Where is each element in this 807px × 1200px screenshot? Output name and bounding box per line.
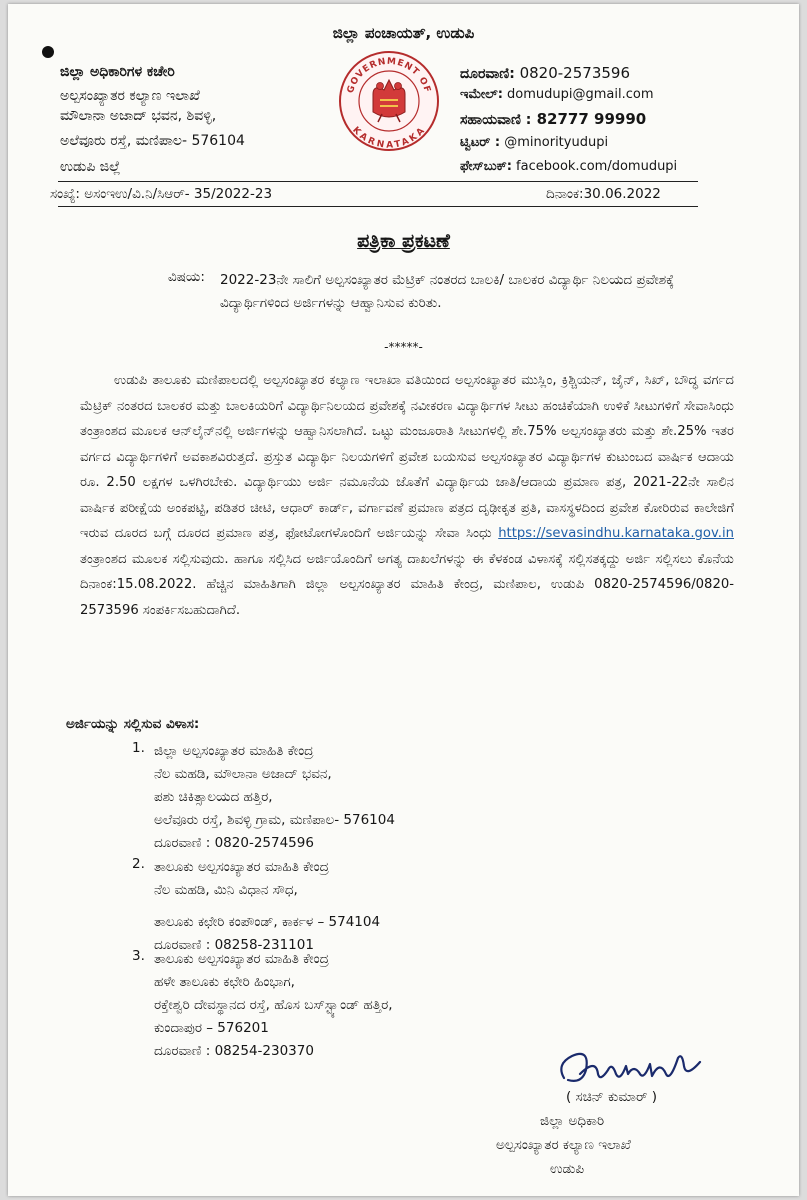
address-line: ಕುಂದಾಪುರ – 576201 <box>154 1020 269 1036</box>
address-line: ನೆಲ ಮಹಡಿ, ಮಿನಿ ವಿಧಾನ ಸೌಧ, <box>154 882 298 898</box>
press-release-title: ಪತ್ರಿಕಾ ಪ್ರಕಟಣೆ <box>357 230 450 252</box>
signature-scribble <box>550 1034 710 1094</box>
reference-divider <box>58 206 698 207</box>
department-name: ಅಲ್ಪಸಂಖ್ಯಾತರ ಕಲ್ಯಾಣ ಇಲಾಖೆ <box>60 88 200 104</box>
addresses-heading: ಅರ್ಜಿಯನ್ನು ಸಲ್ಲಿಸುವ ವಿಳಾಸ: <box>66 716 200 732</box>
government-emblem <box>338 50 440 152</box>
signatory-department: ಅಲ್ಪಸಂಖ್ಯಾತರ ಕಲ್ಯಾಣ ಇಲಾಖೆ <box>496 1137 631 1153</box>
address-3 <box>154 948 393 1063</box>
address-line: ಜಿಲ್ಲಾ ಅಲ್ಪಸಂಖ್ಯಾತರ ಮಾಹಿತಿ ಕೇಂದ್ರ <box>154 743 314 759</box>
address-line: ನೆಲ ಮಹಡಿ, ಮೌಲಾನಾ ಅಜಾದ್ ಭವನ, <box>154 766 332 782</box>
signatory-designation: ಜಿಲ್ಲಾ ಅಧಿಕಾರಿ <box>540 1113 605 1129</box>
address-1 <box>154 740 395 855</box>
body-paragraph: ಉಡುಪಿ ತಾಲೂಕು ಮಣಿಪಾಲದಲ್ಲಿ ಅಲ್ಪಸಂಖ್ಯಾತರ ಕಲ್ಯಾಣ ಇಲಾಖಾ ವತಿಯಿಂದ ಅಲ್ಪಸಂಖ್ಯಾತರ ಮುಸ್ಲಿಂ, ಕ್ರಿಶ್ಚಿಯನ್, ಜೈನ್, ಸಿಖ್, ಬೌದ್ಧ ವರ್ಗದ ಮೆಟ್ರಿಕ್ ನಂತರದ ಬಾಲಕರ ಮತ್ತು ಬಾಲಕಿಯರಿಗೆ ವಿದ್ಯಾರ್ಥಿನಿಲಯದ ಪ್ರವೇಶಕ್ಕೆ ನವೀಕರಣ ವಿದ್ಯಾರ್ಥಿಗಳ ಸೀಟು ಹಂಚಿಕೆಯಾಗಿ ಉಳಿಕೆ ಸೀಟುಗಳಿಗೆ ಸೇವಾಸಿಂಧು ತಂತ್ರಾಂಶದ ಮೂಲಕ ಆನ್‌ಲೈನ್‌ನಲ್ಲಿ ಅರ್ಜಿಗಳನ್ನು ಆಹ್ವಾನಿಸಲಾಗಿದೆ. ಒಟ್ಟು ಮಂಜೂರಾತಿ ಸೀಟುಗಳಲ್ಲಿ ಶೇ.75% ಅಲ್ಪಸಂಖ್ಯಾತರು ಮತ್ತು ಶೇ.25% ಇತರ ವರ್ಗದ ವಿದ್ಯಾರ್ಥಿಗಳಿಗೆ ಅವಕಾಶವಿರುತ್ತದೆ. ಪ್ರಸ್ತುತ ವಿದ್ಯಾರ್ಥಿ ನಿಲಯಗಳಿಗೆ ಪ್ರವೇಶ ಬಯಸುವ ಅಲ್ಪಸಂಖ್ಯಾತರ ವಿದ್ಯಾರ್ಥಿಗಳ ಕುಟುಂಬದ ವಾರ್ಷಿಕ ಆದಾಯ ರೂ. 2.50 ಲಕ್ಷಗಳ ಒಳಗಿರಬೇಕು. ವಿದ್ಯಾರ್ಥಿಯು ಅರ್ಜಿ ನಮೂನೆಯ ಜೊತೆಗೆ ವಿದ್ಯಾರ್ಥಿಯ ಜಾತಿ/ಆದಾಯ ಪ್ರಮಾಣ ಪತ್ರ, 2021-22ನೇ ಸಾಲಿನ ವಾರ್ಷಿಕ ಪರೀಕ್ಷೆಯ ಅಂಕಪಟ್ಟಿ, ಪಡಿತರ ಚೀಟಿ, ಆಧಾರ್ ಕಾರ್ಡ್, ವರ್ಗಾವಣೆ ಪ್ರಮಾಣ ಪತ್ರದ ದೃಢೀಕೃತ ಪ್ರತಿ, ವಾಸಸ್ಥಳದಿಂದ ಪ್ರವೇಶ ಕೋರಿರುವ ಕಾಲೇಜಿಗೆ ಇರುವ ದೂರದ ಬಗ್ಗೆ ದೂರದ ಪ್ರಮಾಣ ಪತ್ರ, ಫೋಟೋಗಳೊಂದಿಗೆ ಅರ್ಜಿಯನ್ನು ಸೇವಾ ಸಿಂಧು https://sevasindhu.karnataka.gov.in ತಂತ್ರಾಂಶದ ಮೂಲಕ ಸಲ್ಲಿಸುವುದು. ಹಾಗೂ ಸಲ್ಲಿಸಿದ ಅರ್ಜಿಯೊಂದಿಗೆ ಅಗತ್ಯ ದಾಖಲೆಗಳನ್ನು ಈ ಕೆಳಕಂಡ ವಿಳಾಸಕ್ಕೆ ಸಲ್ಲಿಸತಕ್ಕದ್ದು ಅರ್ಜಿ ಸಲ್ಲಿಸಲು ಕೊನೆಯ ದಿನಾಂಕ:15.08.2022. ಹೆಚ್ಚಿನ ಮಾಹಿತಿಗಾಗಿ ಜಿಲ್ಲಾ ಅಲ್ಪಸಂಖ್ಯಾತರ ಮಾಹಿತಿ ಕೇಂದ್ರ, ಮಣಿಪಾಲ, ಉಡುಪಿ 0820-2574596/0820-2573596 ಸಂಪರ್ಕಿಸಬಹುದಾಗಿದೆ. <box>80 373 734 618</box>
facebook-line: ಫೇಸ್‌ಬುಕ್: facebook.com/domudupi <box>460 159 678 174</box>
emblem-text-top: GOVERNMENT OF <box>345 56 433 95</box>
address-phone: ದೂರವಾಣಿ : 0820-2574596 <box>154 835 314 851</box>
signatory-name: ( ಸಚಿನ್ ಕುಮಾರ್ ) <box>566 1089 658 1105</box>
subject-text: 2022-23ನೇ ಸಾಲಿಗೆ ಅಲ್ಪಸಂಖ್ಯಾತರ ಮೆಟ್ರಿಕ್ ನಂತರದ ಬಾಲಕಿ/ ಬಾಲಕರ ವಿದ್ಯಾರ್ಥಿ ನಿಲಯದ ಪ್ರವೇಶಕ್ಕೆ ವಿದ್ಯಾರ್ಥಿಗಳಿಂದ ಅರ್ಜಿಗಳನ್ನು ಆಹ್ವಾನಿಸುವ ಕುರಿತು. <box>220 272 675 311</box>
building-name: ಮೌಲಾನಾ ಅಜಾದ್ ಭವನ, ಶಿವಳ್ಳಿ, <box>60 108 217 124</box>
emblem-text-bottom: KARNATAKA <box>350 125 428 151</box>
punch-hole <box>42 46 54 58</box>
sevasindhu-link[interactable]: https://sevasindhu.karnataka.gov.in <box>498 526 734 541</box>
subject-label: ವಿಷಯ: <box>168 269 205 285</box>
district-name: ಉಡುಪಿ ಜಿಲ್ಲೆ <box>60 159 121 175</box>
address-2 <box>154 856 380 957</box>
twitter-handle[interactable]: @minorityudupi <box>500 135 609 150</box>
address-line: ಹಳೇ ತಾಲೂಕು ಕಛೇರಿ ಹಿಂಭಾಗ, <box>154 974 295 990</box>
address-2-number: 2. <box>132 856 145 872</box>
address-phone: ದೂರವಾಣಿ : 08254-230370 <box>154 1043 314 1059</box>
address-line: ತಾಲೂಕು ಕಛೇರಿ ಕಂಪೌಂಡ್, ಕಾರ್ಕಳ – 574104 <box>154 914 381 930</box>
address-1-number: 1. <box>132 740 145 756</box>
address-line: ಪಶು ಚಿಕಿತ್ಸಾಲಯದ ಹತ್ತಿರ, <box>154 789 273 805</box>
address-3-number: 3. <box>132 948 145 964</box>
phone-line: ದೂರವಾಣಿ: 0820-2573596 <box>460 64 630 82</box>
letter-date: ದಿನಾಂಕ:30.06.2022 <box>546 186 661 202</box>
office-name: ಜಿಲ್ಲಾ ಅಧಿಕಾರಿಗಳ ಕಚೇರಿ <box>60 64 175 80</box>
top-title: ಜಿಲ್ಲಾ ಪಂಚಾಯತ್, ಉಡುಪಿ <box>332 24 475 42</box>
address-phone: ದೂರವಾಣಿ : 08258-231101 <box>154 937 314 953</box>
twitter-line: ಟ್ವಿಟರ್ : @minorityudupi <box>460 135 609 150</box>
address-line: ರಕ್ತೇಶ್ವರಿ ದೇವಸ್ಥಾನದ ರಸ್ತೆ, ಹೊಸ ಬಸ್‌ಸ್ಟ್ಯಾಂಡ್ ಹತ್ತಿರ, <box>154 997 393 1013</box>
address-line: ಅಲೆವೂರು ರಸ್ತೆ, ಶಿವಳ್ಳಿ ಗ್ರಾಮ, ಮಣಿಪಾಲ- 576104 <box>154 812 395 828</box>
header-divider <box>58 181 698 182</box>
reference-number: ಸಂಖ್ಯೆ: ಅಸಂಇಉ/ವಿ.ನಿ/ಸಿಆರ್- 35/2022-23 <box>50 186 273 202</box>
email-line: ಇಮೇಲ್: domudupi@gmail.com <box>460 87 654 102</box>
street-address: ಅಲೆವೂರು ರಸ್ತೆ, ಮಣಿಪಾಲ- 576104 <box>60 133 245 149</box>
address-line: ತಾಲೂಕು ಅಲ್ಪಸಂಖ್ಯಾತರ ಮಾಹಿತಿ ಕೇಂದ್ರ <box>154 951 329 967</box>
email-link[interactable]: domudupi@gmail.com <box>502 87 654 102</box>
facebook-link[interactable]: facebook.com/domudupi <box>511 159 678 174</box>
separator: -*****- <box>384 340 423 354</box>
helpline-line: ಸಹಾಯವಾಣಿ : 82777 99990 <box>460 110 647 128</box>
document-page <box>8 4 799 1196</box>
signatory-place: ಉಡುಪಿ <box>550 1161 585 1177</box>
address-line: ತಾಲೂಕು ಅಲ್ಪಸಂಖ್ಯಾತರ ಮಾಹಿತಿ ಕೇಂದ್ರ <box>154 859 329 875</box>
